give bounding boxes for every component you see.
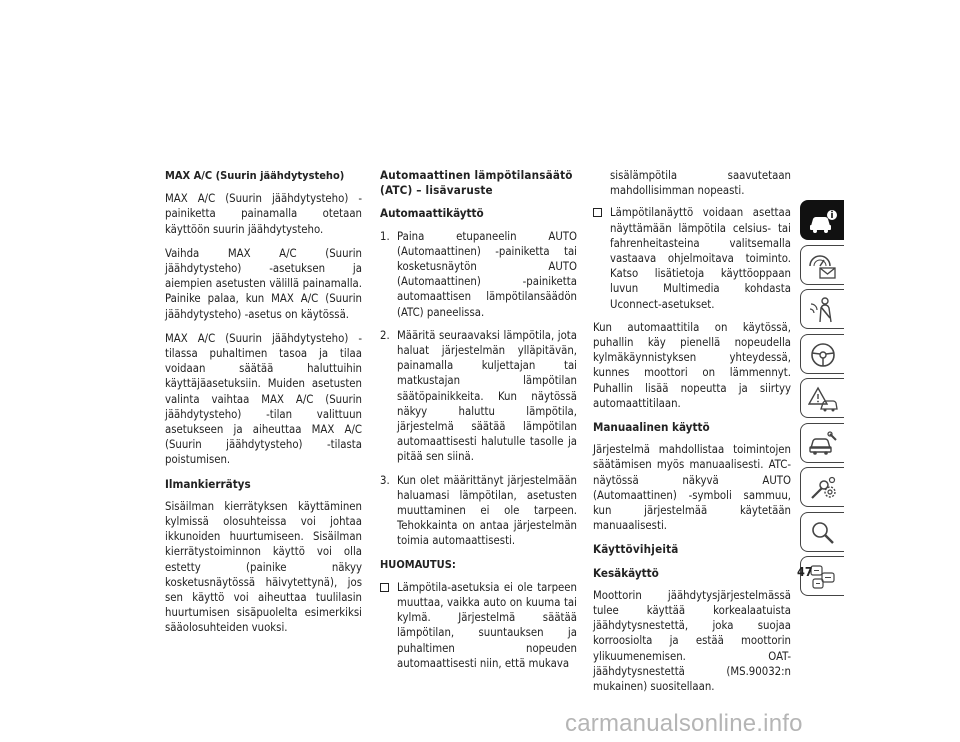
seatbelt-airbag-icon (808, 296, 838, 324)
tab-emergency[interactable] (800, 378, 844, 418)
paragraph: MAX A/C (Suurin jäähdytysteho) -tilassa puhaltimen tasoa ja tilaa voidaan säätää haluttuihin käyttäjäasetuksiin. Muiden asetusten valinta vaihtaa MAX A/C (Suurin jäähdytysteho) -tilan valittuun asetukseen ja aiheuttaa MAX A/C (Suurin jäähdytysteho) -tilasta poistumisen. (165, 331, 362, 467)
note-continuation: sisälämpötila saavutetaan mahdollisimman nopeasti. (610, 169, 791, 198)
car-service-icon (808, 430, 838, 458)
tab-safety[interactable] (800, 289, 844, 329)
paragraph: Järjestelmä mahdollistaa toimintojen säätämisen myös manuaalisesti. ATC-näytössä näkyvä AUTO (Automaattinen) -symboli sammuu, kun järjestelmää käytetään manuaalisesti. (593, 443, 791, 533)
tab-service[interactable] (800, 423, 844, 463)
column-middle (380, 168, 577, 679)
dashboard-message-icon (808, 252, 838, 280)
paragraph: MAX A/C (Suurin jäähdytysteho) -painiketta painamalla otetaan käyttöön suurin jäähdytysteho. (165, 192, 362, 236)
page-number: 47 (797, 564, 813, 579)
paragraph: Vaihda MAX A/C (Suurin jäähdytysteho) -asetuksen ja aiempien asetusten välillä painamalla. Painike palaa, kun MAX A/C (Suurin jäähdytysteho) -asetus on käytössä. (165, 246, 362, 321)
paragraph: Sisäilman kierrätyksen käyttäminen kylmissä olosuhteissa voi johtaa ikkunoiden huurtumiseen. Sisäilman kierrätystoiminnon käyttö voi olla estetty (painike näkyy kosketusnäytössä häivytettynä), jos sen käyttö voi aiheuttaa tuulilasin huurtumisen sisäpuolelta esimerkiksi sääolosuhteiden vuoksi. (165, 499, 362, 635)
tab-driving[interactable] (800, 334, 844, 374)
note-text: Lämpötilanäyttö voidaan asettaa näyttämään lämpötila celsius- tai fahrenheitasteina valitsemalla vastaava ohjelmoitava toiminto. Katso lisätietoja käyttöoppaan luvun Multimedia kohdasta Uconnect-asetukset. (610, 206, 791, 311)
car-info-icon (808, 207, 838, 235)
tab-specifications[interactable] (800, 467, 844, 507)
search-icon (808, 519, 838, 547)
list-item (380, 580, 577, 671)
tab-index[interactable] (800, 512, 844, 552)
step-number: 1. (380, 229, 390, 243)
auto-operation-heading: Automaattikäyttö (380, 206, 484, 221)
tips-heading: Käyttövihjeitä (593, 542, 679, 557)
max-ac-heading: MAX A/C (Suurin jäähdytysteho) (165, 169, 345, 182)
atc-heading: Automaattinen lämpötilansäätö (ATC) – lisävaruste (380, 168, 573, 198)
warning-triangle-car-icon (808, 385, 838, 413)
watermark: carmanualsonline.info (565, 710, 803, 737)
list-item (593, 205, 791, 311)
list-item (380, 328, 577, 465)
note-list (380, 580, 577, 671)
tab-dashboard[interactable] (800, 245, 844, 285)
note-text: Lämpötila-asetuksia ei ole tarpeen muuttaa, vaikka auto on kuuma tai kylmä. Järjestelmä säätää lämpötilan, suuntauksen ja puhaltimen nopeuden automaattisesti niin, että mukava (397, 580, 577, 670)
column-left (165, 168, 362, 645)
paragraph: Kun automaattitila on käytössä, puhallin käy pienellä nopeudella kylmäkäynnistyksen yhteydessä, kunnes moottori on lämmennyt. Puhallin lisää nopeutta ja siirtyy automaattitilaan. (593, 320, 791, 410)
note-heading: HUOMAUTUS: (380, 557, 456, 571)
step-text: Määritä seuraavaksi lämpötila, jota haluat järjestelmän ylläpitävän, painamalla kuljettajan tai matkustajan lämpötilan säätöpainikkeita. Kun näytössä näkyy haluttu lämpötila, järjestelmä säätää lämpötilan automaattisesti halutulle tasolle ja pitää sen siinä. (397, 328, 577, 464)
wrench-gear-icon (808, 474, 838, 502)
checkbox-bullet-icon (593, 208, 602, 217)
steering-wheel-icon (808, 341, 838, 369)
step-number: 2. (380, 328, 390, 342)
checkbox-bullet-icon (380, 583, 389, 592)
summer-heading: Kesäkäyttö (593, 565, 659, 580)
paragraph: Moottorin jäähdytysjärjestelmässä tulee käyttää korkealaatuista jäähdytysnestettä, joka suojaa korroosiolta ja estää moottorin ylikuumenemisen. OAT-jäähdytysnestettä (MS.90032:n mukainen) suositellaan. (593, 588, 791, 694)
manual-operation-heading: Manuaalinen käyttö (593, 420, 710, 435)
steps-list (380, 229, 577, 549)
step-text: Kun olet määrittänyt järjestelmään haluamasi lämpötilan, asetusten muuttaminen ei ole tarpeen. Tehokkainta on antaa järjestelmän toimia automaattisesti. (397, 473, 577, 548)
note-list (593, 205, 791, 311)
step-number: 3. (380, 473, 390, 487)
list-item (380, 473, 577, 549)
step-text: Paina etupaneelin AUTO (Automaattinen) -painiketta tai kosketusnäytön AUTO (Automaattinen) -painiketta automaattisen lämpötilansäädön (ATC) paneelissa. (397, 229, 577, 319)
tab-car-info[interactable] (800, 200, 844, 240)
column-right (593, 168, 791, 703)
recirculation-heading: Ilmankierrätys (165, 476, 251, 491)
chapter-tabs (800, 200, 844, 601)
list-item (380, 229, 577, 320)
